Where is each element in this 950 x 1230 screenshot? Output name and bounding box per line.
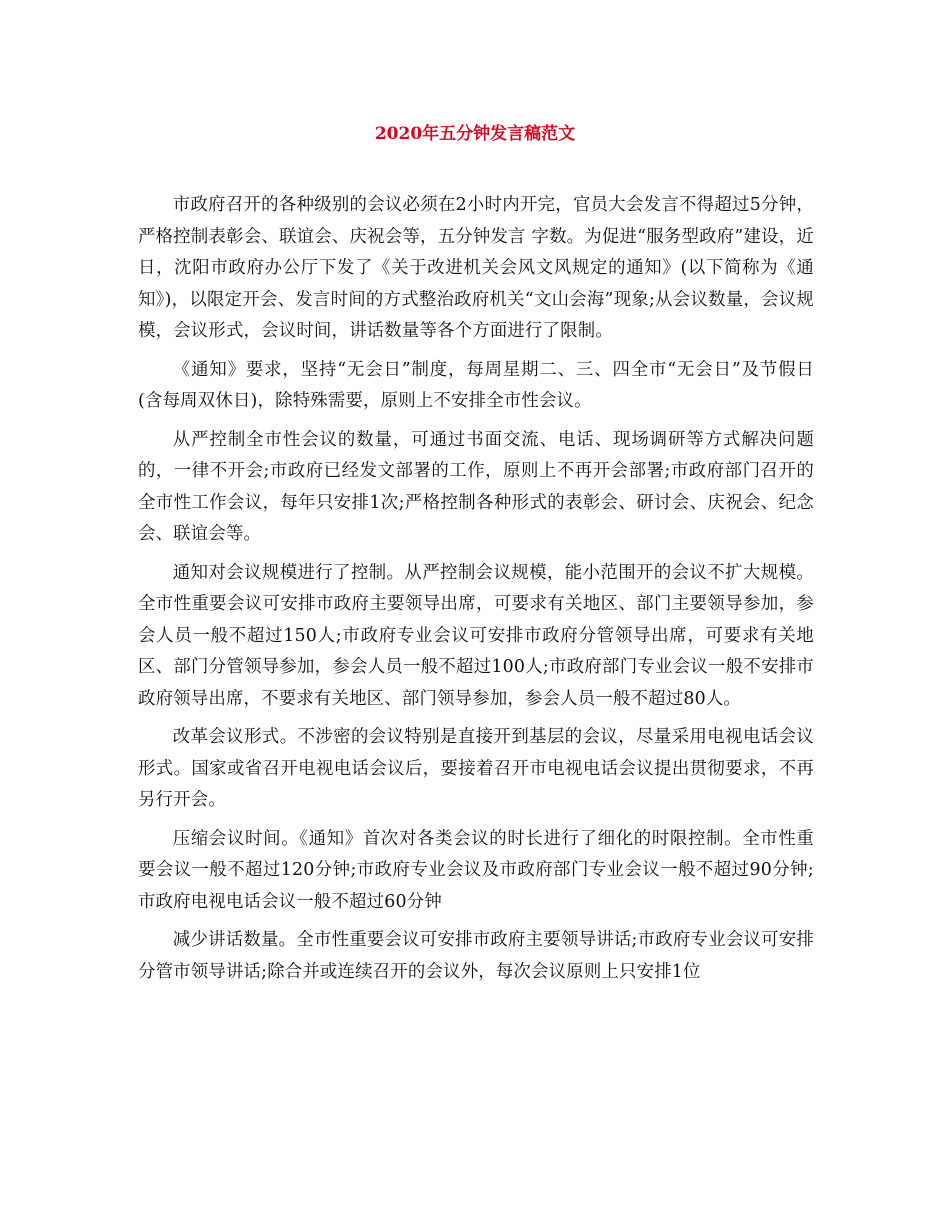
paragraph-5: 改革会议形式。不涉密的会议特别是直接开到基层的会议，尽量采用电视电话会议形式。国家或省召开电视电话会议后，要接着召开市电视电话会议提出贯彻要求，不再另行开会。 — [138, 727, 814, 810]
page-title: 2020年五分钟发言稿范文 — [374, 124, 576, 144]
paragraph-4: 通知对会议规模进行了控制。从严控制会议规模，能小范围开的会议不扩大规模。全市性重要会议可安排市政府主要领导出席，可要求有关地区、部门主要领导参加，参会人员一般不超过150人;市政府专业会议可安排市政府分管领导出席，可要求有关地区、部门分管领导参加，参会人员一般不超过100人;市政府部门专业会议一般不安排市政府领导出席，不要求有关地区、部门领导参加，参会人员一般不超过80人。 — [138, 562, 814, 709]
document-body — [138, 190, 814, 995]
paragraph-7: 减少讲话数量。全市性重要会议可安排市政府主要领导讲话;市政府专业会议可安排分管市领导讲话;除合并或连续召开的会议外，每次会议原则上只安排1位 — [138, 930, 814, 982]
paragraph-2: 《通知》要求，坚持“无会日”制度，每周星期二、三、四全市“无会日”及节假日(含每周双休日)，除特殊需要，原则上不安排全市性会议。 — [138, 359, 814, 411]
paragraph-1: 市政府召开的各种级别的会议必须在2小时内开完，官员大会发言不得超过5分钟，严格控制表彰会、联谊会、庆祝会等，五分钟发言 字数。为促进“服务型政府”建设，近日，沈阳市政府办公厅下发了《关于改进机关会风文风规定的通知》(以下简称为《通知》)，以限定开会、发言时间的方式整治政府机关“文山会海”现象;从会议数量，会议规模，会议形式，会议时间，讲话数量等各个方面进行了限制。 — [138, 195, 814, 341]
paragraph-3: 从严控制全市性会议的数量，可通过书面交流、电话、现场调研等方式解决问题的，一律不开会;市政府已经发文部署的工作，原则上不再开会部署;市政府部门召开的全市性工作会议，每年只安排1次;严格控制各种形式的表彰会、研讨会、庆祝会、纪念会、联谊会等。 — [138, 429, 814, 544]
paragraph-6: 压缩会议时间。《通知》首次对各类会议的时长进行了细化的时限控制。全市性重要会议一般不超过120分钟;市政府专业会议及市政府部门专业会议一般不超过90分钟;市政府电视电话会议一般不超过60分钟 — [138, 828, 814, 912]
